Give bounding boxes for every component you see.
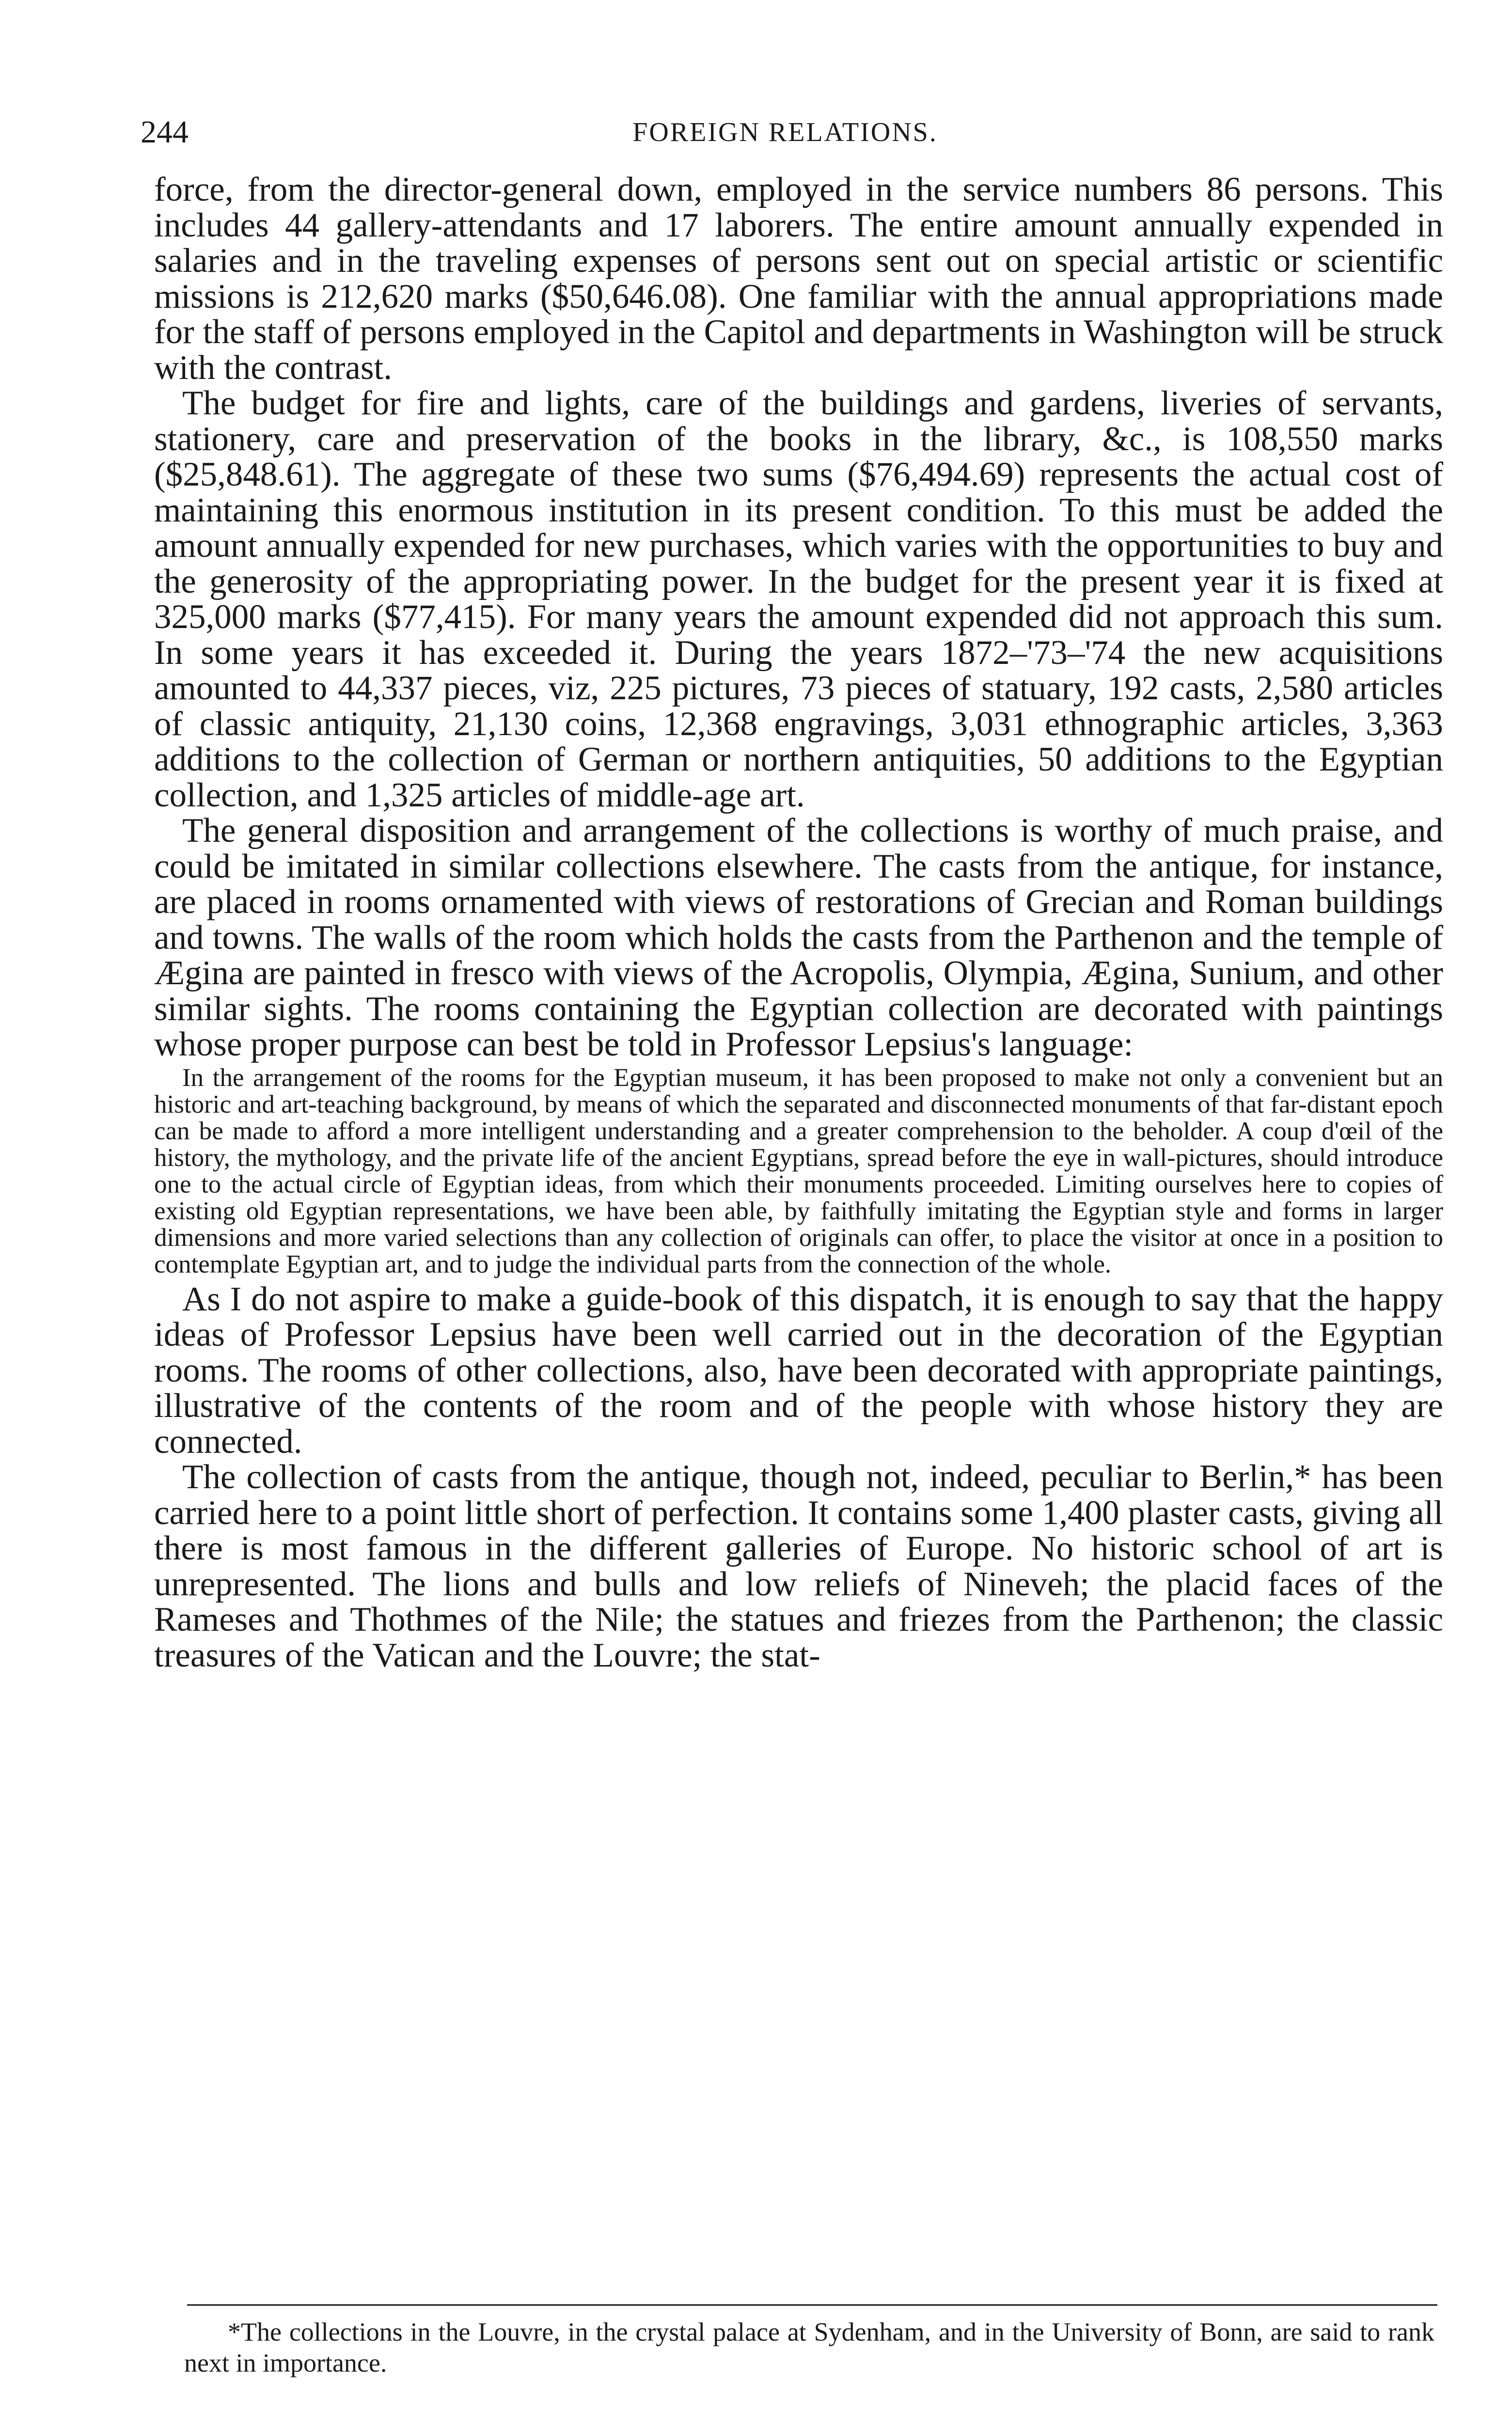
block-quote-lepsius: In the arrangement of the rooms for the Egyptian museum, it has been proposed to make not only a convenient but an historic and art-teaching background, by means of which the separated and disconnected monuments of that far-distant epoch can be made to afford a more intelligent understanding and a greater comprehension to the beholder. A coup d'œil of the history, the mythology, and the private life of the ancient Egyptians, spread before the eye in wall-pictures, should introduce one to the actual circle of Egyptian ideas, from which their monuments proceeded. Limiting ourselves here to copies of existing old Egyptian representations, we have been able, by faithfully imitating the Egyptian style and forms in larger dimensions and more varied selections than any collection of originals can offer, to place the visitor at once in a position to contemplate Egyptian art, and to judge the individual parts from the connection of the whole. <box>154 1063 1443 1278</box>
paragraph-continuation: force, from the director-general down, employed in the service numbers 86 persons. This includes 44 gallery-attendants and 17 laborers. The entire amount annually expended in salaries and in the traveling expenses of persons sent out on special artistic or scientific missions is 212,620 marks ($50,646.08). One familiar with the annual appropriations made for the staff of persons employed in the Capitol and departments in Washington will be struck with the contrast. <box>154 171 1443 387</box>
paragraph-guide-book: As I do not aspire to make a guide-book of this dispatch, it is enough to say that the happy ideas of Professor Lepsius have been well carried out in the decoration of the Egyptian rooms. The rooms of other collections, also, have been decorated with appropriate paintings, illustrative of the contents of the room and of the people with whose history they are connected. <box>154 1280 1443 1461</box>
footnote: *The collections in the Louvre, in the crystal palace at Sydenham, and in the University of Bonn, are said to rank next in importance. <box>184 2317 1434 2377</box>
paragraph-budget: The budget for fire and lights, care of the buildings and gardens, liveries of servants, stationery, care and preservation of the books in the library, &c., is 108,550 marks ($25,848.61). The aggregate of these two sums ($76,494.69) represents the actual cost of maintaining this enormous institution in its present condition. To this must be added the amount annually expended for new purchases, which varies with the opportunities to buy and the generosity of the appropriating power. In the budget for the present year it is fixed at 325,000 marks ($77,415). For many years the amount expended did not approach this sum. In some years it has exceeded it. During the years 1872–'73–'74 the new acquisitions amounted to 44,337 pieces, viz, 225 pictures, 73 pieces of statuary, 192 casts, 2,580 articles of classic antiquity, 21,130 coins, 12,368 engravings, 3,031 ethnographic articles, 3,363 additions to the collection of German or northern antiquities, 50 additions to the Egyptian collection, and 1,325 articles of middle-age art. <box>154 384 1443 814</box>
running-head: FOREIGN RELATIONS. <box>632 117 938 147</box>
page-number: 244 <box>141 114 189 150</box>
paragraph-arrangement: The general disposition and arrangement of the collections is worthy of much praise, and could be imitated in similar collections elsewhere. The casts from the antique, for instance, are placed in rooms ornamented with views of restorations of Grecian and Roman buildings and towns. The walls of the room which holds the casts from the Parthenon and the temple of Ægina are painted in fresco with views of the Acropolis, Olympia, Ægina, Sunium, and other similar sights. The rooms containing the Egyptian collection are decorated with paintings whose proper purpose can best be told in Professor Lepsius's language: <box>154 812 1443 1063</box>
page-header <box>141 110 1430 154</box>
footnote-divider <box>187 2304 1437 2306</box>
body-text <box>154 172 1443 1673</box>
paragraph-casts: The collection of casts from the antique, though not, indeed, peculiar to Berlin,* has been carried here to a point little short of perfection. It contains some 1,400 plaster casts, giving all there is most famous in the different galleries of Europe. No historic school of art is unrepresented. The lions and bulls and low reliefs of Nineveh; the placid faces of the Rameses and Thothmes of the Nile; the statues and friezes from the Parthenon; the classic treasures of the Vatican and the Louvre; the stat- <box>154 1458 1443 1674</box>
